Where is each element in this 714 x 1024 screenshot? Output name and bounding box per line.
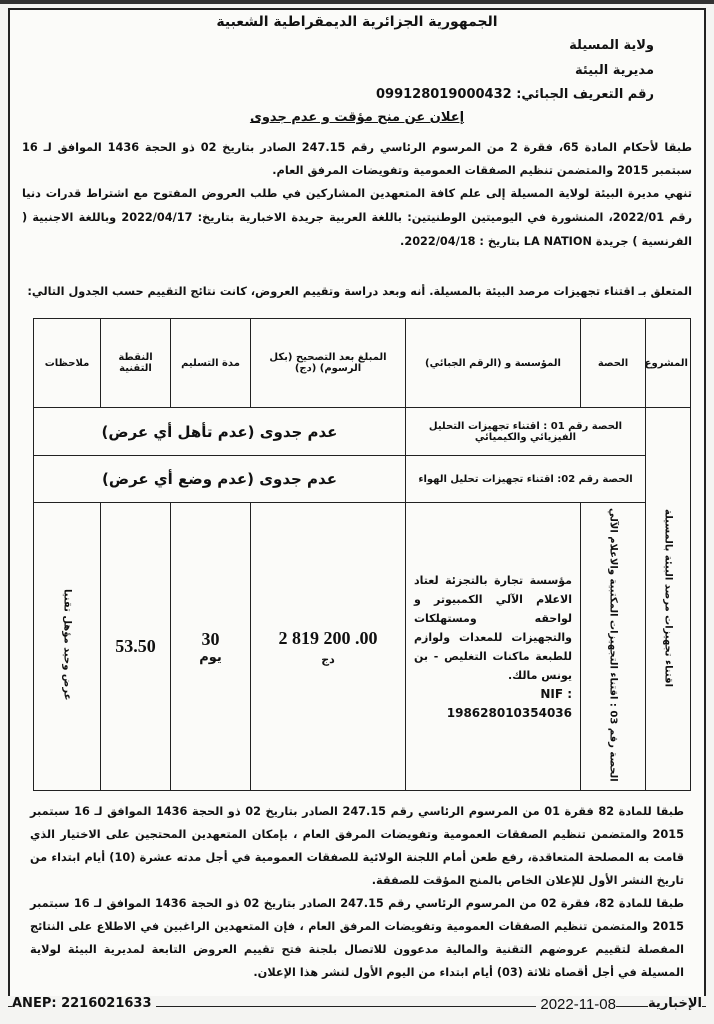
lot-1-cell: الحصة رقم 01 : اقتناء تجهيزات التحليل الفيزيائي والكيميائي [406, 408, 646, 456]
wilaya-name: ولاية المسيلة [569, 38, 654, 53]
header-lot: الحصة [581, 319, 646, 408]
project-cell [646, 408, 691, 791]
republic-heading: الجمهورية الجزائرية الديمقراطية الشعبية [216, 14, 498, 30]
notes-cell [34, 503, 101, 791]
intro-paragraph-2: تنهي مديرة البيئة لولاية المسيلة إلى علم كافة المتعهدين المشاركين في طلب العروض المفتوح مع اشتراط قدرات دنيا رقم 2022/01، المنشورة في اليوميتين الوطنيتين: باللغة العربية جريدة الاخبارية بتاريخ: 2022/04/17 وباللغة الاجنبية ( الفرنسية ) جريدة LA NATION بتاريخ : 2022/04/18. [22, 187, 692, 248]
directorate-name: مديرية البيئة [575, 63, 654, 78]
header-amount: المبلغ بعد التصحيح (بكل الرسوم) (دج) [251, 319, 406, 408]
amount-value: 2 819 200 .00 [278, 627, 378, 648]
table-header-row [34, 319, 691, 408]
evaluation-table [33, 318, 691, 791]
anep-number: ANEP: 2216021633 [12, 996, 156, 1011]
footer [8, 996, 706, 1018]
header-duration: مدة التسليم [171, 319, 251, 408]
amount-cell [251, 503, 406, 791]
top-rule [0, 0, 714, 4]
intro-paragraph-1: طبقا لأحكام المادة 65، فقرة 2 من المرسوم الرئاسي رقم 247.15 الصادر بتاريخ 02 ذو الحجة 1436 الموافق لـ 16 سبتمبر 2015 والمتضمن تنظيم الصفقات العمومية وتفويضات المرفق العام. [22, 141, 693, 177]
lot-3-cell [581, 503, 646, 791]
project-name: اقتناء تجهيزات مرصد البيئة بالمسيلة [662, 508, 674, 687]
score-value: 53.50 [101, 503, 171, 791]
intro-paragraph-3: المتعلق بـ اقتناء تجهيزات مرصد البيئة بالمسيلة. أنه وبعد دراسة وتقييم العروض، كانت نتائج التقييم حسب الجدول التالي: [27, 285, 692, 298]
header-company: المؤسسة و (الرقم الجبائي) [406, 319, 581, 408]
lot-2-cell: الحصة رقم 02: اقتناء تجهيزات تحليل الهواء [406, 456, 646, 503]
header-notes: ملاحظات [34, 319, 101, 408]
newspaper-name: الإخبارية [648, 996, 702, 1011]
duration-cell [171, 503, 251, 791]
table-row [34, 503, 691, 791]
outro-paragraph-2: طبقا للمادة 82، فقرة 02 من المرسوم الرئاسي رقم 247.15 الصادر بتاريخ 02 ذو الحجة 1436 الموافق لـ 16 سبتمبر 2015 والمتضمن تنظيم الصفقات العمومية وتفويضات المرفق العام ، فإن المتعهدين الراغبين في الاطلاع على النتائج المفصلة لتقييم عروضهم التقنية والمالية مدعوون للاتصال بلجنة فتح تقييم العروض التابعة لمديرية البيئة لولاية المسيلة في أجل أقصاه ثلاثة (03) أيام ابتداء من اليوم الأول لنشر هذا الإعلان. [30, 897, 685, 979]
company-cell [406, 503, 581, 791]
amount-currency: دج [321, 652, 335, 666]
lot-3-label: الحصة رقم 03 : اقتناء التجهيزات المكتبية والاعلام الآلي [607, 508, 619, 782]
outro-paragraph-1: طبقا للمادة 82 فقرة 01 من المرسوم الرئاسي رقم 247.15 الصادر بتاريخ 02 ذو الحجة 1436 الموافق لـ 16 سبتمبر 2015 والمتضمن تنظيم الصفقات العمومية وتفويضات المرفق العام ، بإمكان المتعهدين المحتجين على الاختيار الذي قامت به المصلحة المتعاقدة، رفع طعن أمام اللجنة الولائية للصفقات العمومية في أجل مدته عشرة (10) أيام ابتداء من تاريخ النشر الأول للإعلان الخاص بالمنح المؤقت للصفقة. [30, 805, 684, 887]
announcement-title: إعلان عن منح مؤقت و عدم جدوى [249, 110, 465, 125]
company-name: مؤسسة تجارة بالتجزئة لعتاد الاعلام الآلي الكمبيوتر و لواحقه ومستهلكات والتجهيزات للمعدات ولوازم للطبعة ماكنات التغليص - بن يونس مالك. [414, 573, 572, 682]
tax-id: رقم التعريف الجبائي: 099128019000432 [375, 87, 654, 102]
header-project: المشروع [646, 319, 691, 408]
table-row [34, 408, 691, 456]
table-row [34, 456, 691, 503]
header-score: النقطة التقنية [101, 319, 171, 408]
notes-value: عرض وحيد مؤهل تقنيا [61, 589, 73, 701]
lot-2-result: عدم جدوى (عدم وضع أي عرض) [34, 456, 406, 503]
company-nif: NIF : 198628010354036 [446, 686, 572, 720]
duration-unit: يوم [199, 649, 222, 665]
publication-date: 2022-11-08 [536, 996, 616, 1013]
lot-1-result: عدم جدوى (عدم تأهل أي عرض) [34, 408, 406, 456]
duration-value: 30 [201, 628, 220, 649]
